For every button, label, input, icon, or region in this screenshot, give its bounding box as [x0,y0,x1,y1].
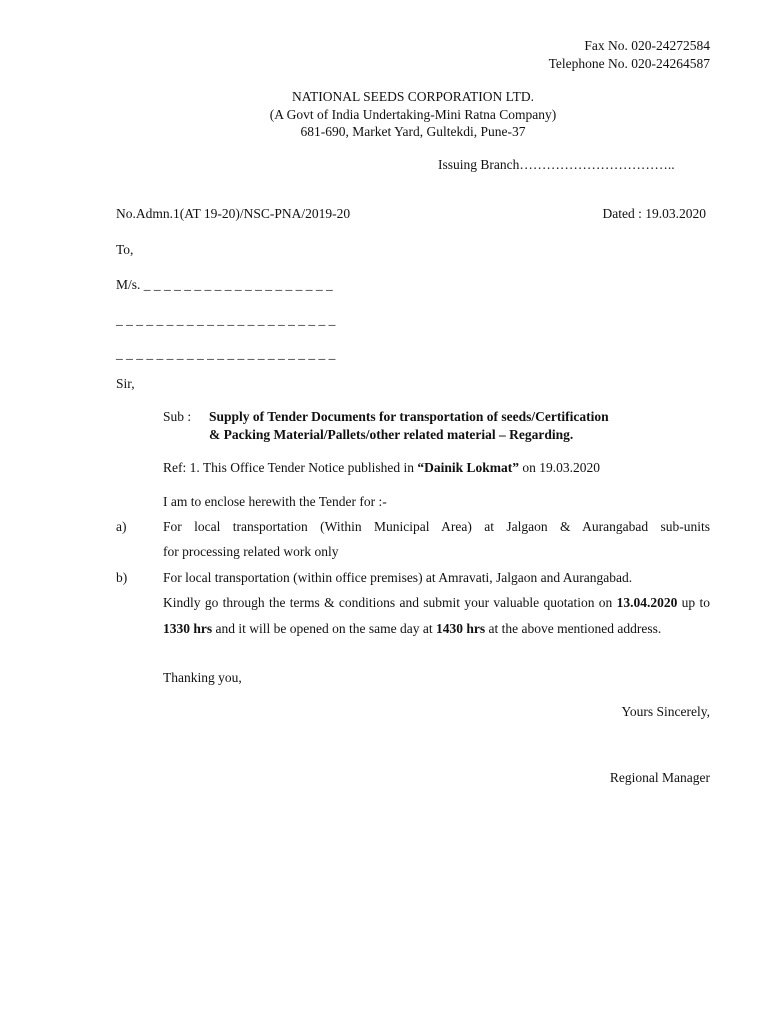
thanks-line: Thanking you, [163,670,242,685]
list-item-text: For local transportation (within office premises) at Amravati, Jalgaon and Aurangabad. [163,570,633,585]
organization-name: NATIONAL SEEDS CORPORATION LTD. [291,89,534,104]
telephone-number: Telephone No. 020-24264587 [548,56,710,71]
sign-off: Yours Sincerely, [621,704,710,719]
list-item-marker: b) [116,570,128,585]
addressee-blank-line: _ _ _ _ _ _ _ _ _ _ _ _ _ _ _ _ _ _ _ _ _ _ [116,312,336,327]
addressee-to: To, [116,242,134,257]
addressee-ms-line: M/s. _ _ _ _ _ _ _ _ _ _ _ _ _ _ _ _ _ _ _ [116,277,333,292]
reference-line: Ref: 1. This Office Tender Notice published in “Dainik Lokmat” on 19.03.2020 [163,460,601,475]
subject-line: & Packing Material/Pallets/other related material – Regarding. [209,427,574,442]
organization-subtitle: (A Govt of India Undertaking-Mini Ratna Company) [269,107,557,122]
reference-number: No.Admn.1(AT 19-20)/NSC-PNA/2019-20 [116,206,351,221]
fax-number: Fax No. 020-24272584 [584,38,710,53]
enclose-intro: I am to enclose herewith the Tender for :- [163,494,387,509]
signatory-title: Regional Manager [609,770,710,785]
organization-address: 681-690, Market Yard, Gultekdi, Pune-37 [300,124,526,139]
list-item-text: for processing related work only [163,544,339,559]
salutation: Sir, [116,376,135,391]
letter-date: Dated : 19.03.2020 [602,206,706,221]
subject-label: Sub : [163,409,192,424]
issuing-branch: Issuing Branch…………………………….. [438,157,675,172]
list-item-marker: a) [116,519,127,534]
list-item-text: For local transportation (Within Municipal Area) at Jalgaon & Aurangabad sub-units [163,519,710,534]
closing-paragraph: Kindly go through the terms & conditions and submit your valuable quotation on 13.04.2020 up to 1330 hrs and it will be opened on the same day at 1430 hrs at the above mentioned address. [163,595,710,636]
addressee-blank-line: _ _ _ _ _ _ _ _ _ _ _ _ _ _ _ _ _ _ _ _ _ _ [116,346,336,361]
subject-line: Supply of Tender Documents for transportation of seeds/Certification [209,409,609,424]
